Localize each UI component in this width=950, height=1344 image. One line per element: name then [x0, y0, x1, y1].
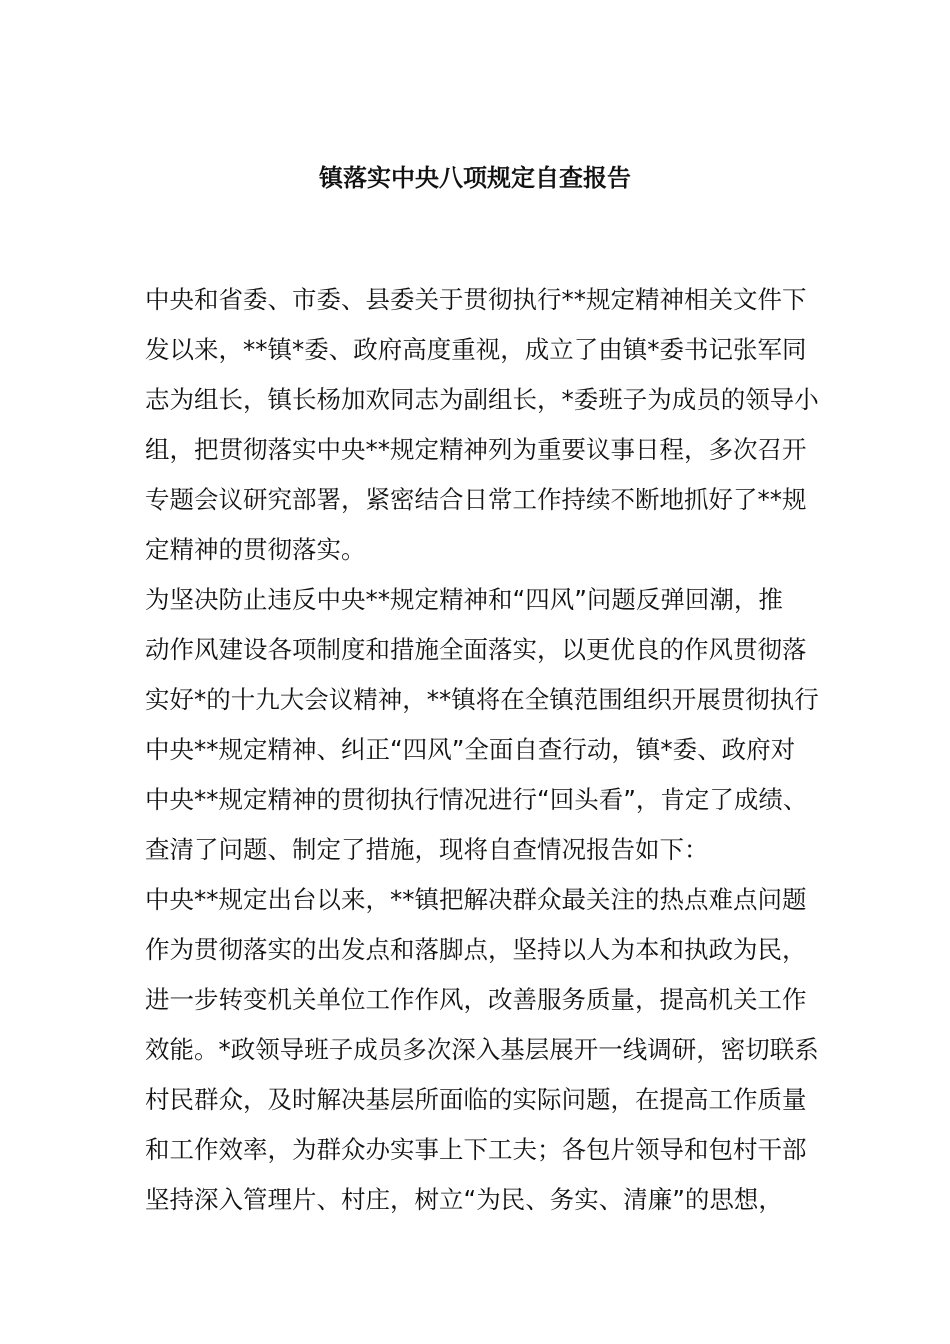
- document-title: 镇落实中央八项规定自查报告: [319, 164, 631, 192]
- body-line: 中央和省委、市委、县委关于贯彻执行**规定精神相关文件下: [145, 285, 807, 314]
- body-line: 进一步转变机关单位工作作风，改善服务质量，提高机关工作: [145, 985, 807, 1014]
- body-line: 村民群众，及时解决基层所面临的实际问题，在提高工作质量: [145, 1085, 807, 1114]
- body-line: 志为组长，镇长杨加欢同志为副组长，*委班子为成员的领导小: [145, 385, 819, 414]
- body-line: 作为贯彻落实的出发点和落脚点，坚持以人为本和执政为民，: [145, 935, 807, 964]
- document-body: [145, 275, 825, 1225]
- body-line: 坚持深入管理片、村庄，树立“为民、务实、清廉”的思想，: [145, 1185, 783, 1214]
- body-line: 中央**规定出台以来，**镇把解决群众最关注的热点难点问题: [145, 885, 807, 914]
- body-line: 和工作效率，为群众办实事上下工夫；各包片领导和包村干部: [145, 1135, 807, 1164]
- body-line: 中央**规定精神、纠正“四风”全面自查行动，镇*委、政府对: [145, 735, 796, 764]
- body-line: 查清了问题、制定了措施，现将自查情况报告如下：: [145, 835, 709, 864]
- body-line: 定精神的贯彻落实。: [145, 535, 366, 564]
- body-line: 动作风建设各项制度和措施全面落实，以更优良的作风贯彻落: [145, 635, 807, 664]
- body-line: 实好*的十九大会议精神，**镇将在全镇范围组织开展贯彻执行: [145, 685, 819, 714]
- body-line: 发以来，**镇*委、政府高度重视，成立了由镇*委书记张军同: [145, 335, 807, 364]
- body-line: 中央**规定精神的贯彻执行情况进行“回头看”，肯定了成绩、: [145, 785, 808, 814]
- body-line: 为坚决防止违反中央**规定精神和“四风”问题反弹回潮，推: [145, 585, 783, 614]
- body-line: 效能。*政领导班子成员多次深入基层展开一线调研，密切联系: [145, 1035, 819, 1064]
- body-line: 专题会议研究部署，紧密结合日常工作持续不断地抓好了**规: [145, 485, 807, 514]
- body-line: 组，把贯彻落实中央**规定精神列为重要议事日程，多次召开: [145, 435, 807, 464]
